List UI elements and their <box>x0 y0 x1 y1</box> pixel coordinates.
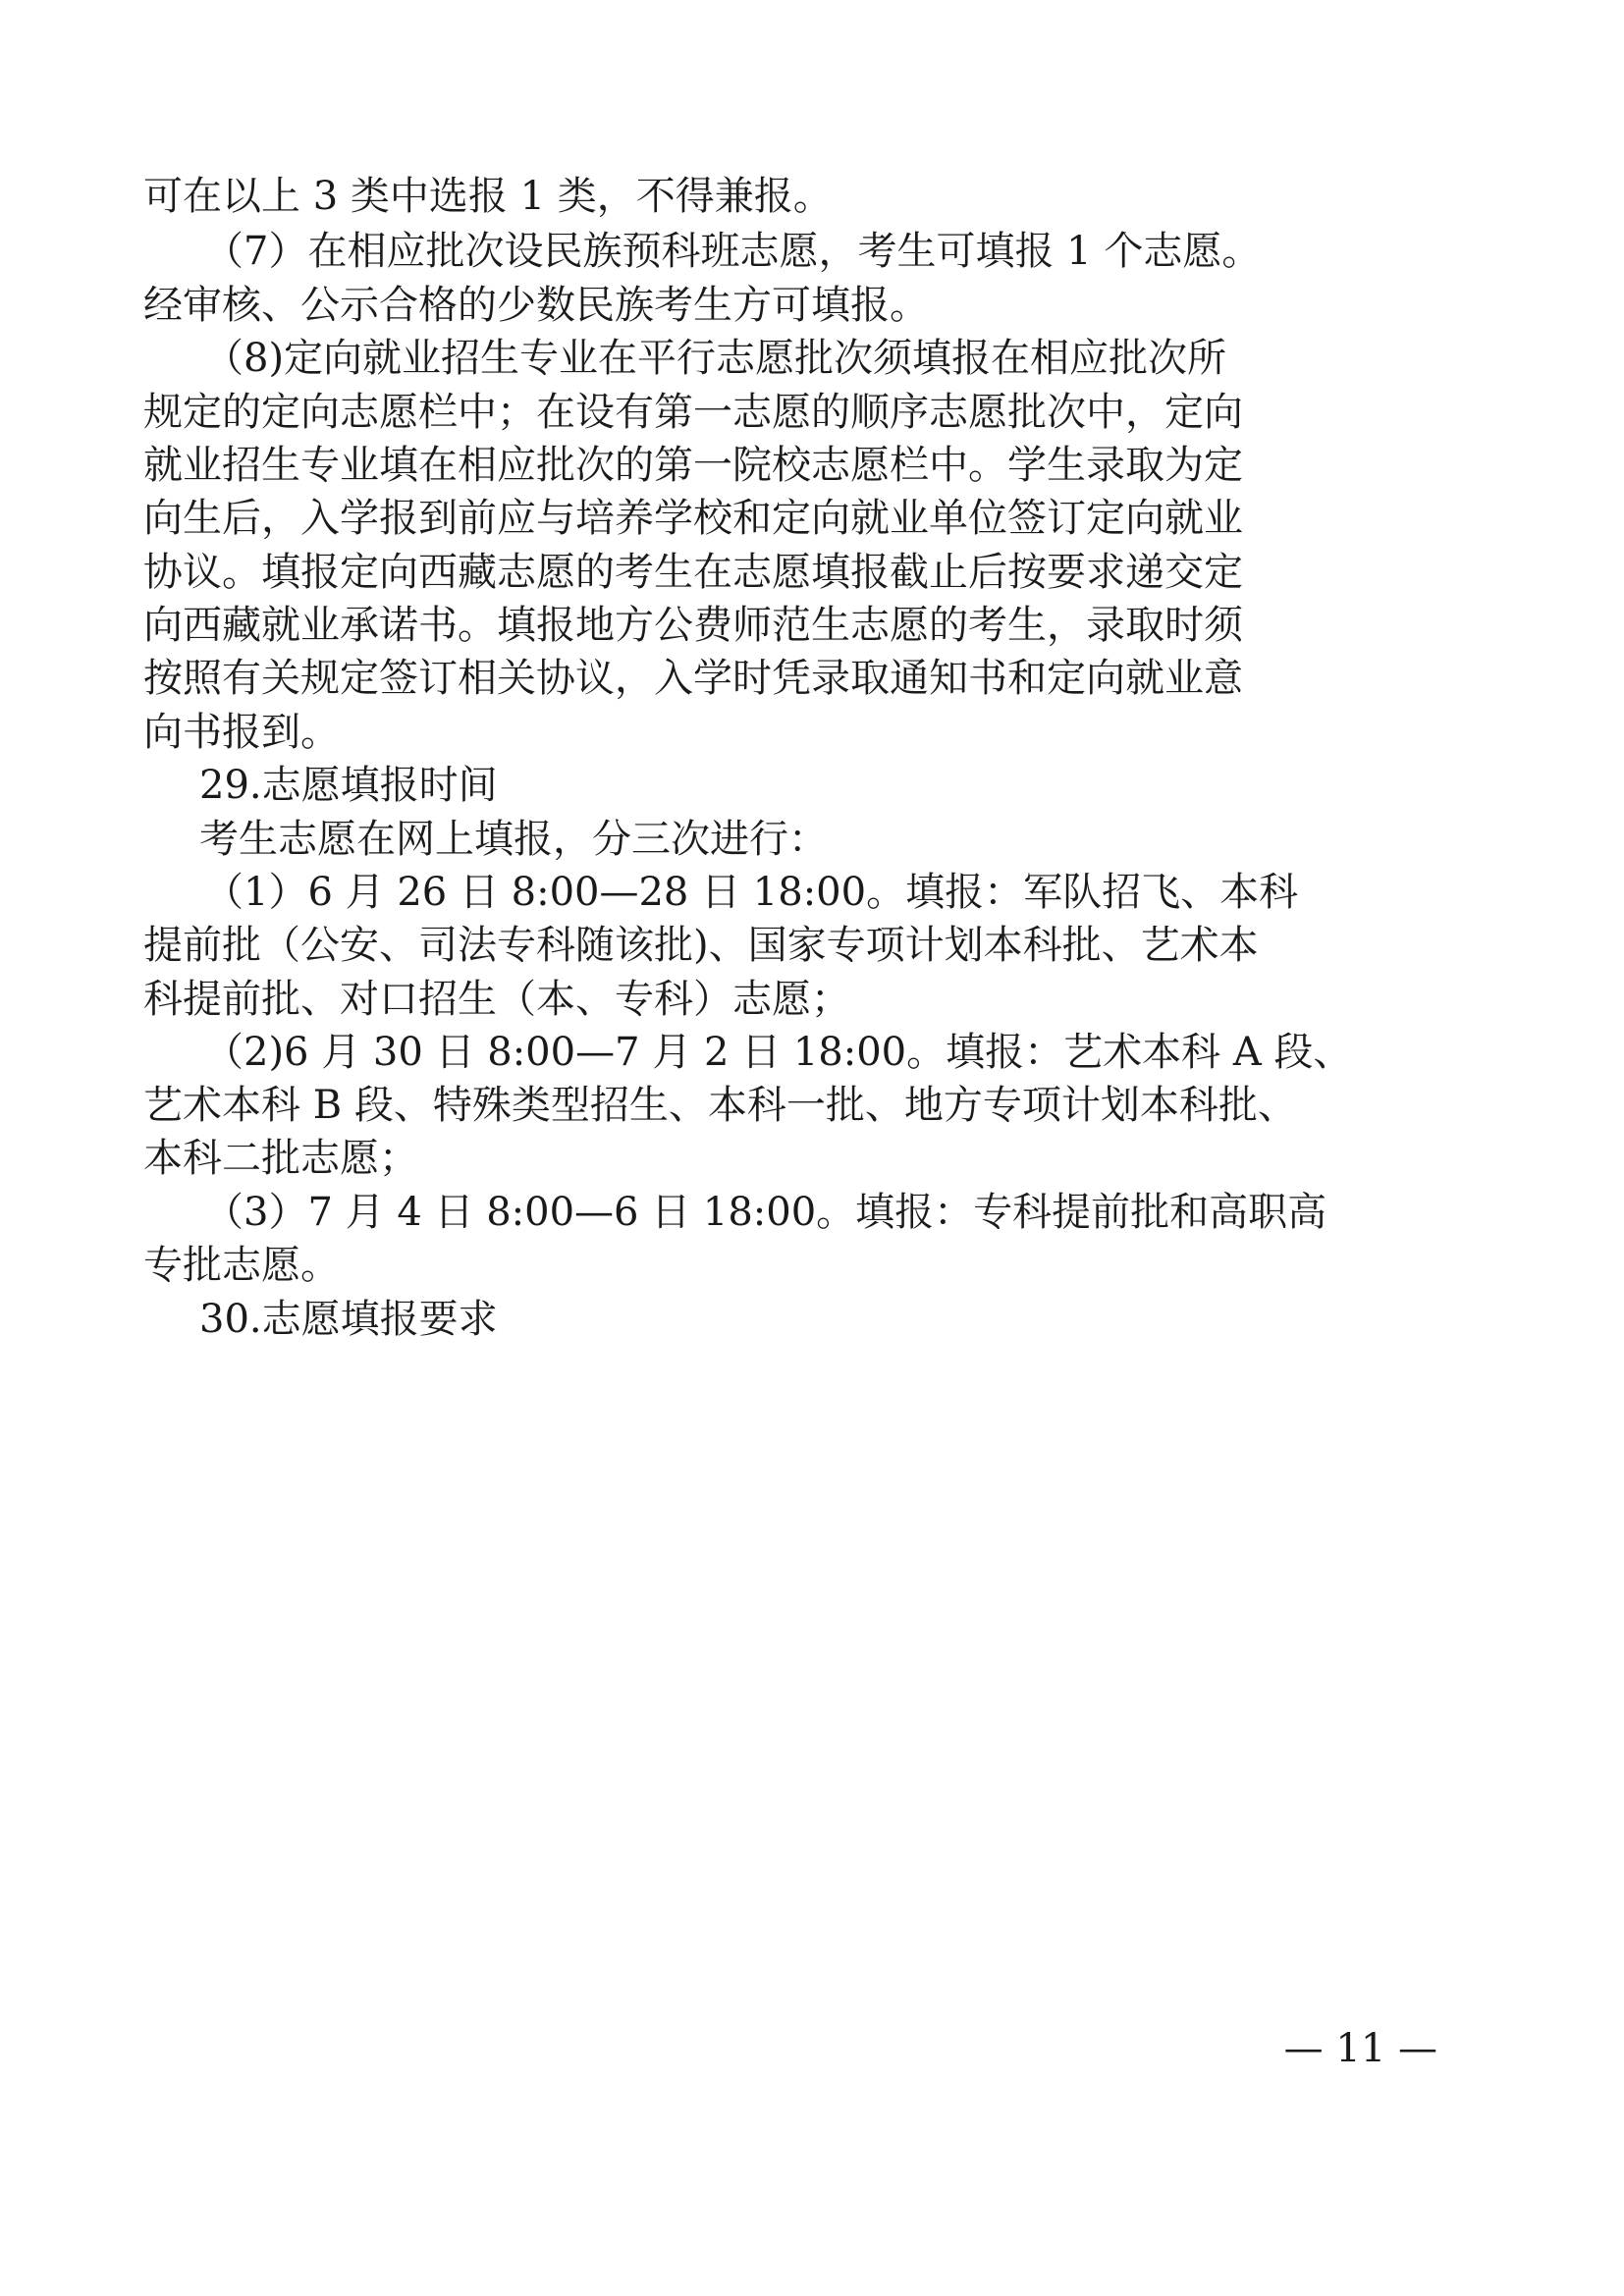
text-line-content: 经审核、公示合格的少数民族考生方可填报。 <box>143 283 929 328</box>
text-line-content: （8)定向就业招生专业在平行志愿批次须填报在相应批次所 <box>204 336 1227 381</box>
text-line-content: 按照有关规定签订相关协议，入学时凭录取通知书和定向就业意 <box>143 656 1243 701</box>
text-line-content: 可在以上 3 类中选报 1 类，不得兼报。 <box>143 174 833 219</box>
text-line-content: 向生后，入学报到前应与培养学校和定向就业单位签订定向就业 <box>143 496 1243 541</box>
text-line-content: 就业招生专业填在相应批次的第一院校志愿栏中。学生录取为定 <box>143 443 1243 488</box>
text-line-content: 提前批（公安、司法专科随该批)、国家专项计划本科批、艺术本 <box>143 923 1259 968</box>
text-line-content: （2)6 月 30 日 8:00—7 月 2 日 18:00。填报：艺术本科 A 段、 <box>204 1030 1353 1075</box>
text-line-content: 艺术本科 B 段、特殊类型招生、本科一批、地方专项计划本科批、 <box>143 1083 1297 1128</box>
text-line-content: （3）7 月 4 日 8:00—6 日 18:00。填报：专科提前批和高职高 <box>204 1190 1327 1235</box>
text-line-content: 向书报到。 <box>143 710 340 755</box>
text-line-content: 向西藏就业承诺书。填报地方公费师范生志愿的考生，录取时须 <box>143 603 1243 648</box>
text-line-content: （1）6 月 26 日 8:00—28 日 18:00。填报：军队招飞、本科 <box>204 870 1299 915</box>
text-line-content: 科提前批、对口招生（本、专科）志愿； <box>143 977 850 1022</box>
text-line-content: 规定的定向志愿栏中；在设有第一志愿的顺序志愿批次中，定向 <box>143 390 1243 435</box>
page-number: — 11 — <box>1283 2026 1437 2071</box>
text-line-content: 本科二批志愿； <box>143 1136 418 1181</box>
section-heading-text: 29.志愿填报时间 <box>199 763 498 808</box>
section-heading-text: 30.志愿填报要求 <box>199 1297 498 1342</box>
text-line-content: 协议。填报定向西藏志愿的考生在志愿填报截止后按要求递交定 <box>143 550 1243 595</box>
text-line-content: （7）在相应批次设民族预科班志愿，考生可填报 1 个志愿。 <box>204 229 1262 274</box>
text-line-content: 专批志愿。 <box>143 1243 340 1288</box>
text-line-content: 考生志愿在网上填报，分三次进行： <box>199 817 828 862</box>
